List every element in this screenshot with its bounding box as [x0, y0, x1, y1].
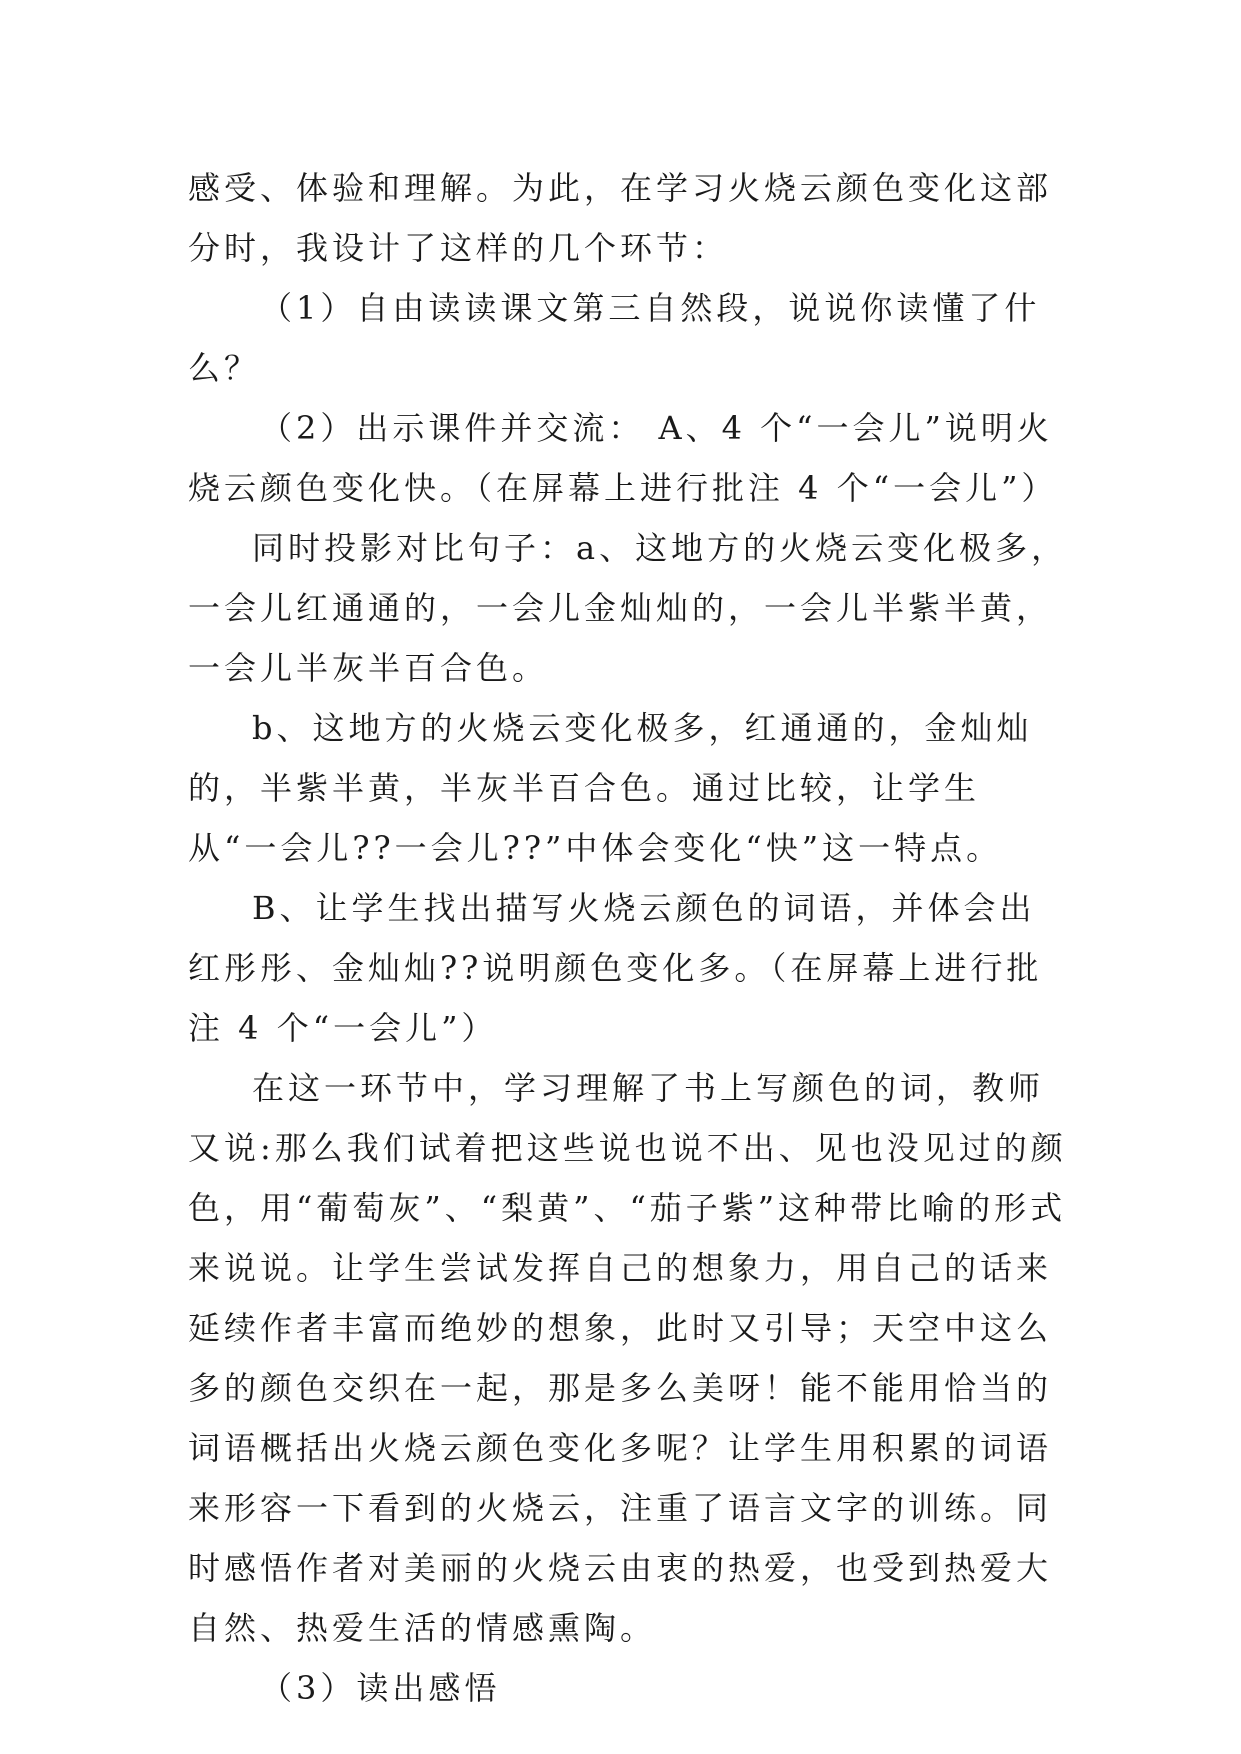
paragraph: （1）自由读读课文第三自然段，说说你读懂了什么？ — [188, 289, 1041, 387]
paragraph: 感受、体验和理解。为此，在学习火烧云颜色变化这部分时，我设计了这样的几个环节： — [188, 169, 1053, 267]
paragraph: （3）读出感悟 — [260, 1669, 501, 1707]
paragraph: 同时投影对比句子：a、这地方的火烧云变化极多，一会儿红通通的，一会儿金灿灿的，一会儿半紫半黄，一会儿半灰半百合色。 — [188, 529, 1068, 687]
document-body — [188, 158, 1068, 1718]
paragraph: 在这一环节中，学习理解了书上写颜色的词，教师又说:那么我们试着把这些说也说不出、见也没见过的颜色，用“葡萄灰”、“梨黄”、“茄子紫”这种带比喻的形式来说说。让学生尝试发挥自己的想象力，用自己的话来延续作者丰富而绝妙的想象，此时又引导；天空中这么多的颜色交织在一起，那是多么美呀！能不能用恰当的词语概括出火烧云颜色变化多呢？让学生用积累的词语来形容一下看到的火烧云，注重了语言文字的训练。同时感悟作者对美丽的火烧云由衷的热爱，也受到热爱大自然、热爱生活的情感熏陶。 — [188, 1069, 1067, 1647]
paragraph: （2）出示课件并交流： A、4 个“一会儿”说明火烧云颜色变化快。（在屏幕上进行批注 4 个“一会儿”） — [188, 409, 1058, 507]
paragraph: b、这地方的火烧云变化极多，红通通的，金灿灿的，半紫半黄，半灰半百合色。通过比较，让学生从“一会儿??一会儿??”中体会变化“快”这一特点。 — [188, 709, 1033, 867]
paragraph: B、让学生找出描写火烧云颜色的词语，并体会出红彤彤、金灿灿??说明颜色变化多。（在屏幕上进行批注 4 个“一会儿”） — [188, 889, 1043, 1047]
